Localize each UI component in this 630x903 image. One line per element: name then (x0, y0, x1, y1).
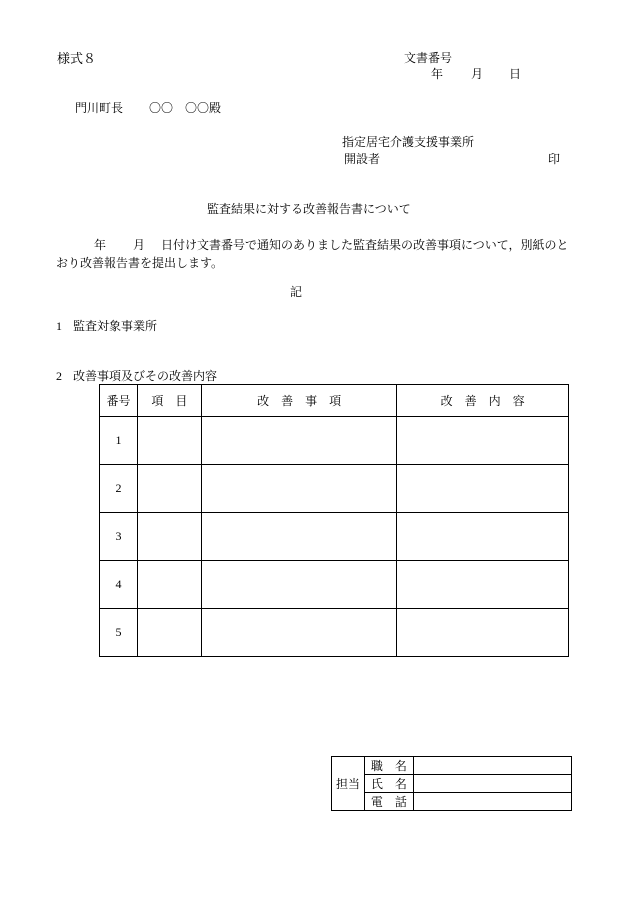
table-row (100, 609, 569, 657)
staff-contact-table (331, 756, 572, 811)
row-content-cell[interactable] (397, 465, 569, 513)
date-line (431, 68, 521, 80)
header-improvement-matter: 改 善 事 項 (201, 385, 397, 417)
body-year: 年 (94, 238, 107, 252)
date-month: 月 (471, 67, 484, 81)
staff-row (332, 775, 572, 793)
table-header-row (100, 385, 569, 417)
table-row (100, 561, 569, 609)
staff-row (332, 757, 572, 775)
row-item-cell[interactable] (137, 561, 201, 609)
row-item-cell[interactable] (137, 465, 201, 513)
row-number: 1 (100, 417, 138, 465)
addressee-name: 〇〇 〇〇殿 (149, 101, 222, 115)
row-matter-cell[interactable] (201, 609, 397, 657)
body-month: 月 (133, 238, 146, 252)
row-content-cell[interactable] (397, 417, 569, 465)
section-1-number: 1 (56, 319, 62, 333)
document-number-label: 文書番号 (404, 51, 453, 65)
section-2 (56, 370, 217, 382)
row-matter-cell[interactable] (201, 561, 397, 609)
header-improvement-content: 改 善 内 容 (397, 385, 569, 417)
row-item-cell[interactable] (137, 609, 201, 657)
section-1-label: 監査対象事業所 (73, 319, 158, 333)
document-title: 監査結果に対する改善報告書について (207, 202, 411, 216)
table-row (100, 417, 569, 465)
section-2-label: 改善事項及びその改善内容 (73, 369, 218, 383)
body-text (56, 236, 576, 272)
section-1 (56, 320, 157, 332)
staff-row (332, 793, 572, 811)
staff-name-value[interactable] (413, 775, 571, 793)
row-number: 5 (100, 609, 138, 657)
date-year: 年 (431, 67, 444, 81)
row-matter-cell[interactable] (201, 465, 397, 513)
row-number: 3 (100, 513, 138, 561)
staff-field-name: 氏 名 (364, 775, 413, 793)
section-2-number: 2 (56, 369, 62, 383)
addressee-town: 門川町長 (75, 101, 124, 115)
table-row (100, 465, 569, 513)
header-number: 番号 (100, 385, 138, 417)
row-content-cell[interactable] (397, 609, 569, 657)
seal-mark: 印 (548, 152, 561, 166)
header-item: 項 目 (137, 385, 201, 417)
improvement-table (99, 384, 569, 657)
staff-phone-value[interactable] (413, 793, 571, 811)
form-label: 様式８ (57, 51, 97, 66)
addressee (75, 102, 221, 114)
staff-field-phone: 電 話 (364, 793, 413, 811)
row-number: 4 (100, 561, 138, 609)
row-matter-cell[interactable] (201, 417, 397, 465)
body-sentence: 日付け文書番号で通知のありました監査結果の改善事項について，別紙のとおり改善報告書を提出します。 (56, 238, 569, 270)
staff-title-value[interactable] (413, 757, 571, 775)
table-row (100, 513, 569, 561)
row-content-cell[interactable] (397, 513, 569, 561)
staff-group-label: 担当 (332, 757, 365, 811)
row-item-cell[interactable] (137, 513, 201, 561)
row-number: 2 (100, 465, 138, 513)
staff-field-title: 職 名 (364, 757, 413, 775)
row-matter-cell[interactable] (201, 513, 397, 561)
row-item-cell[interactable] (137, 417, 201, 465)
office-name: 指定居宅介護支援事業所 (342, 135, 475, 149)
note-mark: 記 (290, 285, 303, 299)
date-day: 日 (509, 67, 522, 81)
founder-label: 開設者 (344, 152, 381, 166)
row-content-cell[interactable] (397, 561, 569, 609)
